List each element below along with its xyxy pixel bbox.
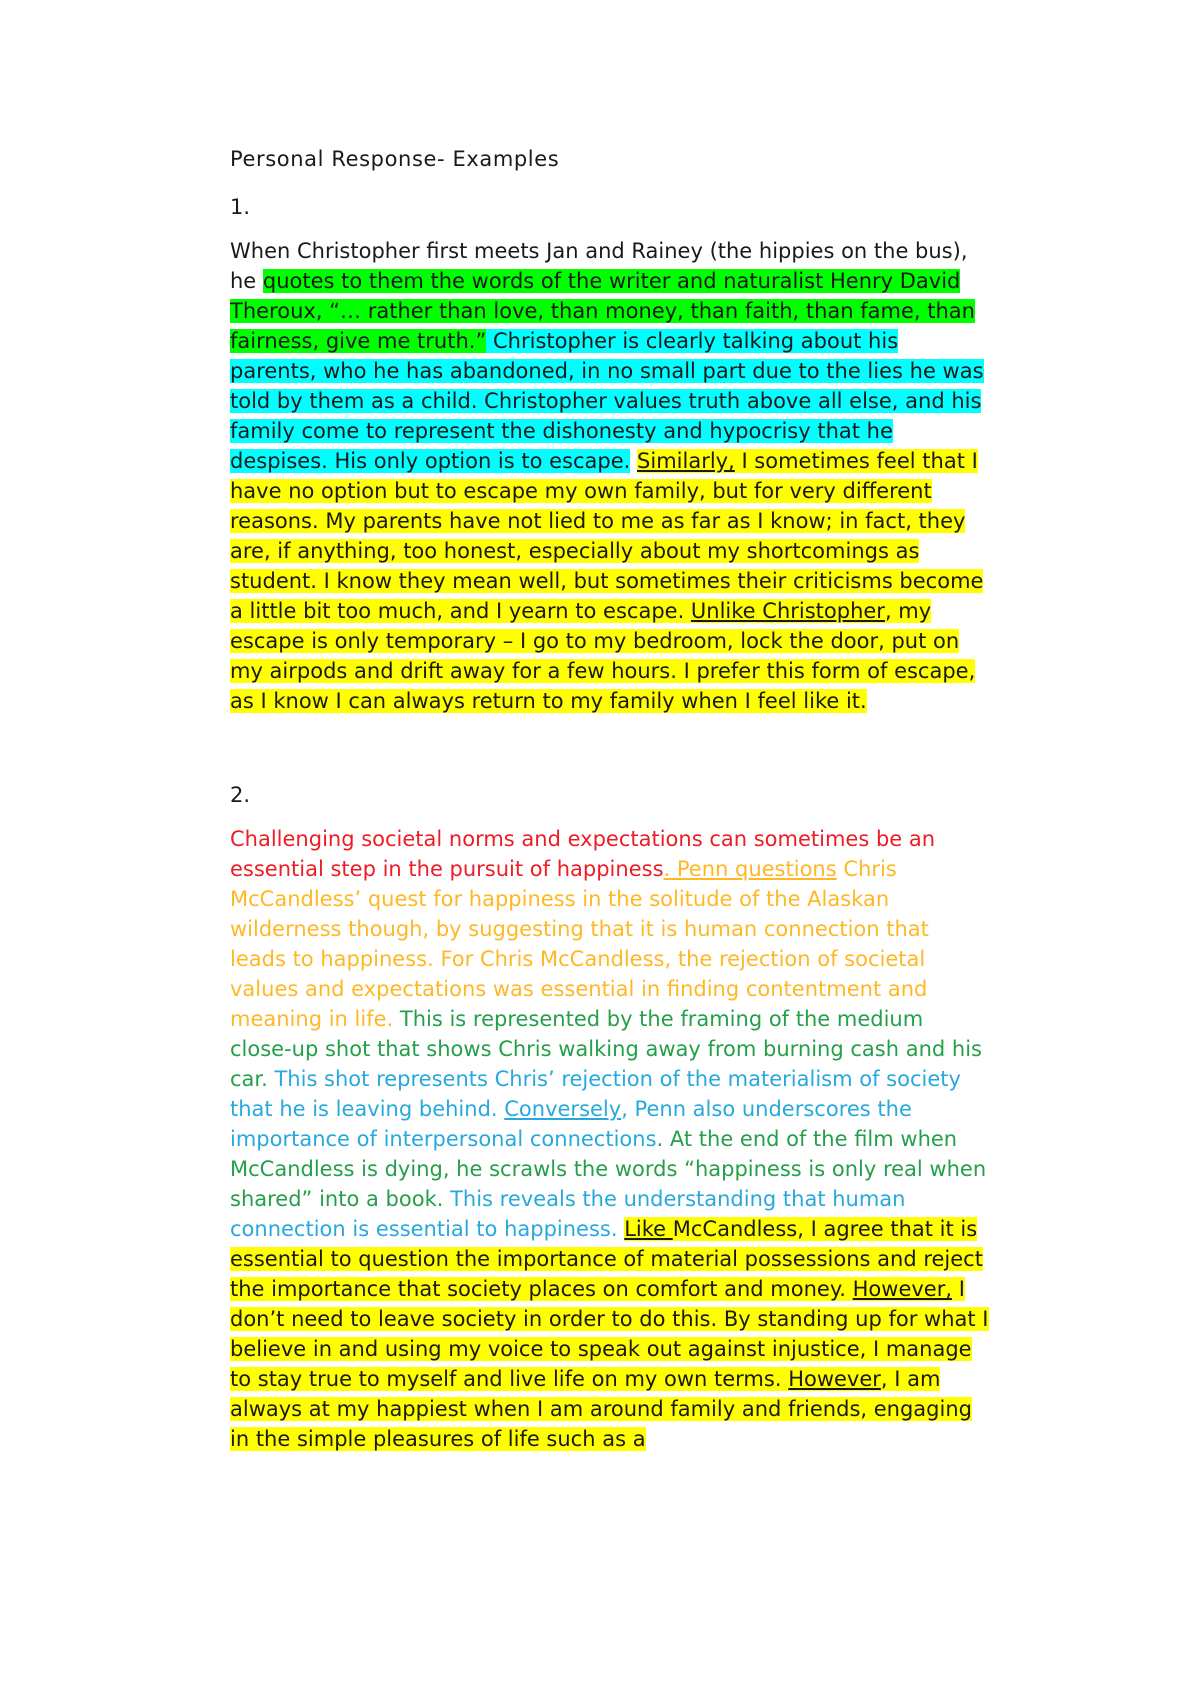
example-2-counterpoint-text: , Penn also underscores the importance of interpersonal connections bbox=[230, 1097, 912, 1151]
example-1-connective-unlike: Unlike Christopher bbox=[690, 599, 885, 623]
example-2-argument-text: Chris McCandless’ quest for happiness in the solitude of the Alaskan wilderness though, by suggesting that it is human connection that leads to happiness. For Chris McCandless, the rejection of societal values and expectations was essential in finding contentment and meaning in life. bbox=[230, 857, 929, 1031]
example-2-explanation-text: This shot represents Chris’ rejection of the materialism of society that he is leaving behind. bbox=[230, 1067, 961, 1121]
document-page bbox=[230, 142, 990, 1454]
example-2-penn-questions: . Penn questions bbox=[663, 857, 837, 881]
example-2-connective-like: Like bbox=[624, 1217, 673, 1241]
document-title: Personal Response- Examples bbox=[230, 147, 560, 171]
example-1-quote-highlight: quotes to them the words of the writer and naturalist Henry David Theroux, “… rather than love, than money, than faith, than fame, than fairness, give me truth.” bbox=[230, 269, 975, 353]
example-2-personal-highlight: McCandless, I agree that it is essential to question the importance of material possessions and reject the importance that society places on comfort and money. bbox=[230, 1217, 983, 1301]
example-1-intro-text: When Christopher first meets Jan and Rainey (the hippies on the bus), he bbox=[230, 239, 968, 293]
example-2-connective-conversely: Conversely bbox=[504, 1097, 622, 1121]
example-2-explanation-2-text: This reveals the understanding that human connection is essential to happiness. bbox=[230, 1187, 906, 1241]
example-2-evidence-2-text: . At the end of the film when McCandless is dying, he scrawls the words “happiness is only real when shared” into a book. bbox=[230, 1127, 987, 1211]
example-2-personal-highlight-2: I don’t need to leave society in order to do this. By standing up for what I believe in and using my voice to speak out against injustice, I manage to stay true to myself and live life on my own terms. bbox=[230, 1277, 989, 1391]
example-1-personal-highlight: I sometimes feel that I have no option but to escape my own family, but for very different reasons. My parents have not lied to me as far as I know; in fact, they are, if anything, too honest, especially about my shortcomings as student. I know they mean well, but sometimes their criticisms become a little bit too much, and I yearn to escape. bbox=[230, 449, 984, 623]
example-2-evidence-text: This is represented by the framing of the medium close-up shot that shows Chris walking away from burning cash and his car. bbox=[230, 1007, 982, 1091]
example-1-connective-similarly: Similarly, bbox=[637, 449, 735, 473]
example-1-paragraph bbox=[230, 236, 990, 716]
example-1-number: 1. bbox=[230, 195, 251, 219]
example-2-thesis-text: Challenging societal norms and expectations can sometimes be an essential step in the pursuit of happiness bbox=[230, 827, 936, 881]
section-gap bbox=[230, 716, 990, 778]
example-1-personal-highlight-end: , my escape is only temporary – I go to my bedroom, lock the door, put on my airpods and drift away for a few hours. I prefer this form of escape, as I know I can always return to my family when I feel like it. bbox=[230, 599, 976, 713]
example-2-connective-however-1: However, bbox=[852, 1277, 953, 1301]
example-1-analysis-highlight: Christopher is clearly talking about his parents, who he has abandoned, in no small part due to the lies he was told by them as a child. Christopher values truth above all else, and his family come to represent the dishonesty and hypocrisy that he despises. His only option is to escape. bbox=[230, 329, 984, 473]
example-2-personal-highlight-3: , I am always at my happiest when I am around family and friends, engaging in the simple pleasures of life such as a bbox=[230, 1367, 972, 1451]
example-2-paragraph bbox=[230, 824, 990, 1454]
example-2-connective-however-2: However bbox=[788, 1367, 881, 1391]
example-2-number: 2. bbox=[230, 783, 251, 807]
